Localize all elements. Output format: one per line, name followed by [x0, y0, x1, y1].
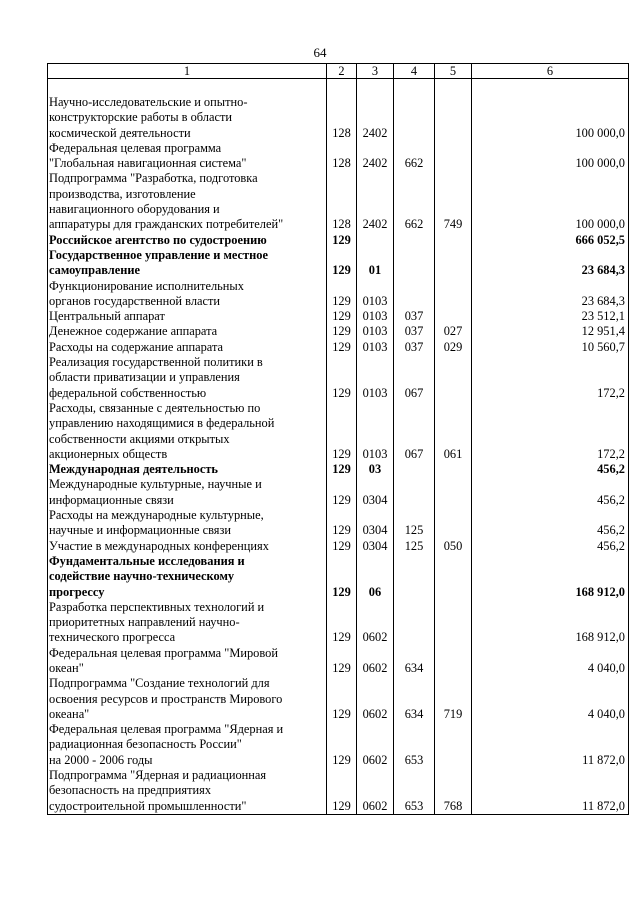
expense-type-code: 027 [435, 324, 472, 339]
expense-type-code [435, 141, 472, 172]
amount: 100 000,0 [472, 95, 629, 141]
row-name-line: Российское агентство по судостроению [49, 232, 267, 247]
ministry-code: 129 [327, 539, 357, 554]
section-code: 0304 [357, 508, 394, 539]
row-name-line: производства, изготовление [49, 186, 196, 201]
row-name-line: освоения ресурсов и пространств Мирового [49, 691, 283, 706]
section-code: 0103 [357, 401, 394, 462]
row-name-line: на 2000 - 2006 годы [49, 752, 153, 767]
row-name [48, 401, 327, 462]
amount: 23 684,3 [472, 248, 629, 279]
table-row [48, 554, 629, 600]
expense-type-code [435, 722, 472, 768]
section-code [357, 233, 394, 248]
target-item-code: 037 [394, 309, 435, 324]
ministry-code: 129 [327, 462, 357, 477]
row-name-line: "Глобальная навигационная система" [49, 156, 247, 171]
table-row [48, 248, 629, 279]
row-name-line: Международные культурные, научные и [49, 477, 262, 492]
row-name-line: Функционирование исполнительных [49, 278, 244, 293]
expense-type-code [435, 279, 472, 310]
ministry-code: 129 [327, 722, 357, 768]
target-item-code: 653 [394, 722, 435, 768]
section-code: 2402 [357, 171, 394, 232]
row-name [48, 340, 327, 355]
row-name-line: конструкторские работы в области [49, 110, 232, 125]
section-code: 0103 [357, 340, 394, 355]
row-name-line: космической деятельности [49, 125, 191, 140]
target-item-code: 634 [394, 676, 435, 722]
table-row [48, 722, 629, 768]
table-row [48, 324, 629, 339]
target-item-code: 037 [394, 324, 435, 339]
expense-type-code: 768 [435, 768, 472, 814]
row-name-line: Государственное управление и местное [49, 247, 268, 262]
table-row [48, 309, 629, 324]
target-item-code [394, 233, 435, 248]
expense-type-code [435, 462, 472, 477]
expense-type-code [435, 554, 472, 600]
amount: 4 040,0 [472, 676, 629, 722]
amount: 168 912,0 [472, 554, 629, 600]
column-header-2: 2 [327, 64, 357, 79]
spacer-row [48, 79, 629, 96]
target-item-code: 037 [394, 340, 435, 355]
ministry-code: 129 [327, 508, 357, 539]
row-name [48, 600, 327, 646]
table-row [48, 401, 629, 462]
budget-table [47, 63, 629, 815]
expense-type-code [435, 233, 472, 248]
section-code: 2402 [357, 141, 394, 172]
section-code: 2402 [357, 95, 394, 141]
row-name [48, 539, 327, 554]
section-code: 0602 [357, 600, 394, 646]
expense-type-code [435, 95, 472, 141]
target-item-code [394, 279, 435, 310]
ministry-code: 129 [327, 646, 357, 677]
row-name-line: Расходы на международные культурные, [49, 508, 264, 523]
column-header-3: 3 [357, 64, 394, 79]
ministry-code: 128 [327, 141, 357, 172]
section-code: 0602 [357, 768, 394, 814]
target-item-code: 653 [394, 768, 435, 814]
amount: 456,2 [472, 508, 629, 539]
row-name-line: Федеральная целевая программа "Ядерная и [49, 722, 284, 737]
column-header-5: 5 [435, 64, 472, 79]
column-header-6: 6 [472, 64, 629, 79]
row-name [48, 508, 327, 539]
ministry-code: 129 [327, 248, 357, 279]
row-name-line: прогрессу [49, 584, 105, 599]
ministry-code: 129 [327, 340, 357, 355]
row-name-line: органов государственной власти [49, 293, 221, 308]
expense-type-code [435, 646, 472, 677]
row-name [48, 722, 327, 768]
amount: 4 040,0 [472, 646, 629, 677]
target-item-code: 634 [394, 646, 435, 677]
amount: 23 684,3 [472, 279, 629, 310]
table-row [48, 340, 629, 355]
expense-type-code [435, 248, 472, 279]
target-item-code: 125 [394, 539, 435, 554]
ministry-code: 129 [327, 324, 357, 339]
target-item-code [394, 477, 435, 508]
amount: 23 512,1 [472, 309, 629, 324]
row-name-line: океана" [49, 706, 90, 721]
row-name [48, 141, 327, 172]
row-name-line: собственности акциями открытых [49, 431, 230, 446]
section-code: 01 [357, 248, 394, 279]
target-item-code: 662 [394, 171, 435, 232]
ministry-code: 129 [327, 279, 357, 310]
row-name-line: безопасность на предприятиях [49, 783, 212, 798]
table-row [48, 477, 629, 508]
row-name [48, 95, 327, 141]
amount: 100 000,0 [472, 171, 629, 232]
table-row [48, 355, 629, 401]
row-name-line: федеральной собственностью [49, 385, 207, 400]
row-name [48, 462, 327, 477]
row-name [48, 248, 327, 279]
row-name-line: Подпрограмма "Разработка, подготовка [49, 171, 258, 186]
row-name-line: океан" [49, 660, 84, 675]
target-item-code [394, 462, 435, 477]
row-name [48, 477, 327, 508]
row-name-line: содействие научно-техническому [49, 569, 235, 584]
ministry-code: 128 [327, 171, 357, 232]
amount: 168 912,0 [472, 600, 629, 646]
section-code: 0602 [357, 676, 394, 722]
table-row [48, 676, 629, 722]
expense-type-code [435, 600, 472, 646]
target-item-code: 067 [394, 401, 435, 462]
column-header-1: 1 [48, 64, 327, 79]
row-name-line: Расходы, связанные с деятельностью по [49, 400, 261, 415]
row-name [48, 171, 327, 232]
row-name-line: информационные связи [49, 492, 174, 507]
target-item-code [394, 600, 435, 646]
row-name-line: аппаратуры для гражданских потребителей" [49, 217, 284, 232]
row-name-line: области приватизации и управления [49, 370, 240, 385]
row-name [48, 233, 327, 248]
target-item-code [394, 248, 435, 279]
row-name-line: Федеральная целевая программа "Мировой [49, 645, 278, 660]
ministry-code: 129 [327, 233, 357, 248]
section-code: 0304 [357, 477, 394, 508]
table-row [48, 768, 629, 814]
row-name [48, 554, 327, 600]
target-item-code [394, 554, 435, 600]
table-row [48, 462, 629, 477]
row-name-line: Реализация государственной политики в [49, 355, 263, 370]
page-number: 64 [313, 45, 327, 60]
amount: 456,2 [472, 477, 629, 508]
table-row [48, 95, 629, 141]
ministry-code: 129 [327, 600, 357, 646]
expense-type-code: 749 [435, 171, 472, 232]
row-name-line: Разработка перспективных технологий и [49, 599, 265, 614]
amount: 666 052,5 [472, 233, 629, 248]
row-name-line: научные и информационные связи [49, 523, 232, 538]
expense-type-code [435, 477, 472, 508]
amount: 10 560,7 [472, 340, 629, 355]
target-item-code [394, 95, 435, 141]
expense-type-code: 050 [435, 539, 472, 554]
expense-type-code: 719 [435, 676, 472, 722]
amount: 456,2 [472, 462, 629, 477]
row-name-line: самоуправление [49, 263, 141, 278]
row-name [48, 279, 327, 310]
section-code: 0602 [357, 722, 394, 768]
row-name-line: радиационная безопасность России" [49, 737, 242, 752]
table-row [48, 141, 629, 172]
row-name [48, 676, 327, 722]
ministry-code: 129 [327, 355, 357, 401]
section-code: 0103 [357, 324, 394, 339]
expense-type-code: 061 [435, 401, 472, 462]
amount: 11 872,0 [472, 722, 629, 768]
row-name [48, 355, 327, 401]
row-name-line: навигационного оборудования и [49, 202, 220, 217]
row-name-line: Научно-исследовательские и опытно- [49, 95, 248, 109]
table-row [48, 279, 629, 310]
row-name-line: управлению находящимися в федеральной [49, 416, 275, 431]
row-name [48, 309, 327, 324]
section-code: 06 [357, 554, 394, 600]
row-name-line: Подпрограмма "Создание технологий для [49, 676, 270, 691]
ministry-code: 129 [327, 309, 357, 324]
row-name-line: технического прогресса [49, 630, 176, 645]
table-row [48, 646, 629, 677]
section-code: 0103 [357, 355, 394, 401]
amount: 172,2 [472, 401, 629, 462]
section-code: 0602 [357, 646, 394, 677]
row-name-line: Фундаментальные исследования и [49, 553, 245, 568]
row-name-line: Подпрограмма "Ядерная и радиационная [49, 768, 267, 783]
row-name [48, 646, 327, 677]
row-name-line: судостроительной промышленности" [49, 798, 247, 813]
ministry-code: 129 [327, 477, 357, 508]
expense-type-code [435, 508, 472, 539]
expense-type-code: 029 [435, 340, 472, 355]
table-row [48, 233, 629, 248]
ministry-code: 129 [327, 554, 357, 600]
table-row [48, 539, 629, 554]
row-name-line: акционерных обществ [49, 446, 168, 461]
target-item-code: 662 [394, 141, 435, 172]
expense-type-code [435, 309, 472, 324]
section-code: 0103 [357, 309, 394, 324]
section-code: 0103 [357, 279, 394, 310]
table-row [48, 508, 629, 539]
section-code: 0304 [357, 539, 394, 554]
section-code: 03 [357, 462, 394, 477]
table-row [48, 171, 629, 232]
target-item-code: 125 [394, 508, 435, 539]
amount: 100 000,0 [472, 141, 629, 172]
row-name-line: приоритетных направлений научно- [49, 615, 240, 630]
column-number-header [48, 64, 629, 79]
amount: 172,2 [472, 355, 629, 401]
ministry-code: 128 [327, 95, 357, 141]
amount: 456,2 [472, 539, 629, 554]
row-name-line: Участие в международных конференциях [49, 538, 269, 553]
table-row [48, 600, 629, 646]
ministry-code: 129 [327, 676, 357, 722]
row-name-line: Федеральная целевая программа [49, 140, 222, 155]
target-item-code: 067 [394, 355, 435, 401]
row-name [48, 768, 327, 814]
ministry-code: 129 [327, 768, 357, 814]
ministry-code: 129 [327, 401, 357, 462]
row-name-line: Центральный аппарат [49, 309, 165, 324]
row-name [48, 324, 327, 339]
row-name-line: Международная деятельность [49, 462, 218, 477]
column-header-4: 4 [394, 64, 435, 79]
amount: 12 951,4 [472, 324, 629, 339]
expense-type-code [435, 355, 472, 401]
amount: 11 872,0 [472, 768, 629, 814]
row-name-line: Денежное содержание аппарата [49, 324, 218, 339]
row-name-line: Расходы на содержание аппарата [49, 339, 224, 354]
